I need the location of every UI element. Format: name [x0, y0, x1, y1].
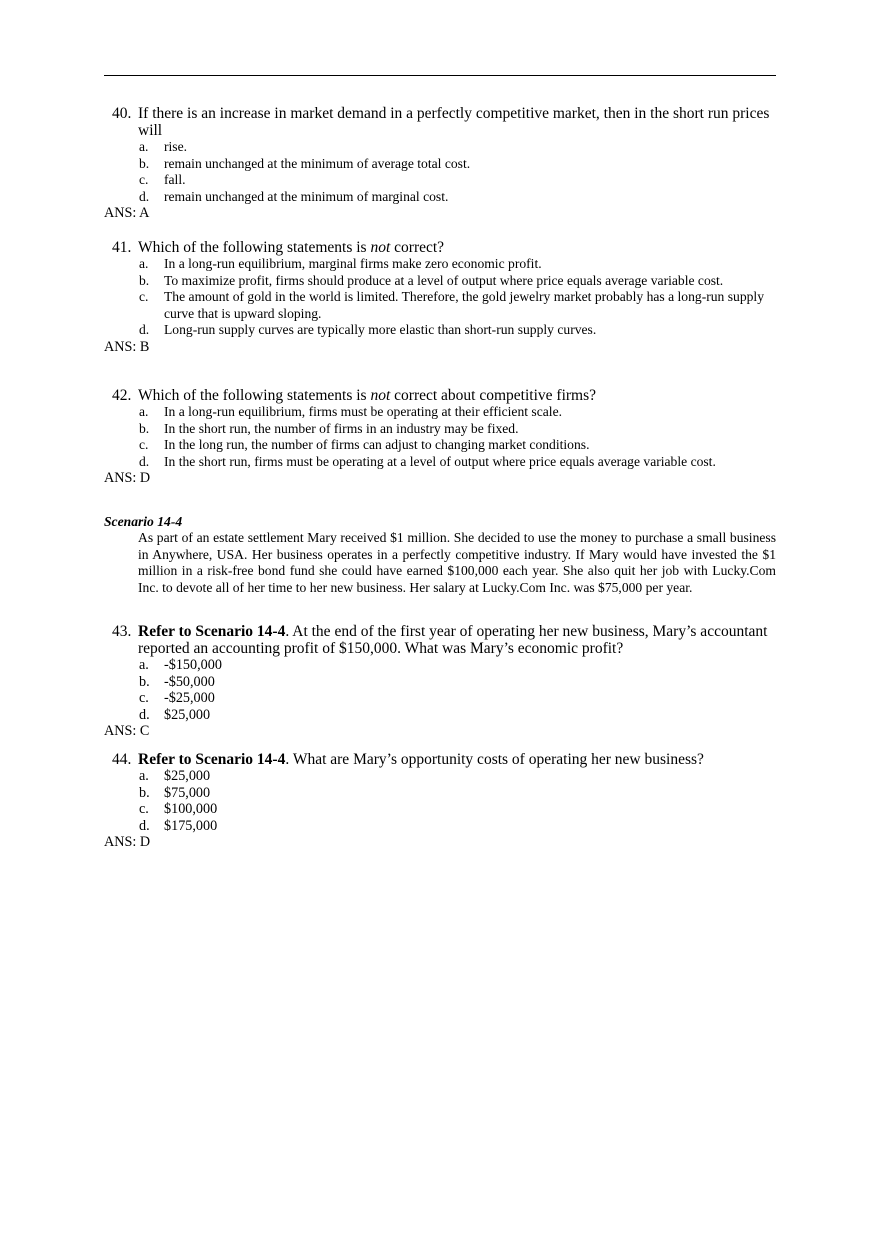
option-b — [104, 421, 776, 438]
option-letter: a. — [139, 657, 149, 673]
question-text-pre: Which of the following statements is — [138, 387, 371, 404]
question-44 — [104, 751, 776, 851]
question-text-bold: Refer to Scenario 14-4 — [138, 751, 286, 768]
option-letter: c. — [139, 437, 149, 453]
option-d — [104, 707, 776, 724]
option-c — [104, 289, 776, 322]
answer-key: ANS: D — [104, 470, 151, 487]
question-number: 40. — [112, 105, 132, 122]
header-rule — [104, 75, 776, 76]
question-text-emphasis: not — [370, 239, 391, 256]
question-stem — [104, 387, 776, 404]
options-list — [104, 657, 776, 723]
answer-key: ANS: C — [104, 723, 150, 740]
scenario-body: As part of an estate settlement Mary received $1 million. She decided to use the money to purchase a small business in Anywhere, USA. Her business operates in a perfectly competitive industry. If Mary would have invested the $1 million in a risk-free bond fund she could have earned $100,000 each year. She also quit her job with Lucky.Com Inc. to devote all of her time to her new business. Her salary at Lucky.Com Inc. was $75,000 per year. — [138, 530, 776, 595]
option-text: $25,000 — [164, 706, 211, 723]
question-text: If there is an increase in market demand in a perfectly competitive market, then in the short run prices will — [138, 105, 770, 139]
option-text: In the long run, the number of firms can adjust to changing market conditions. — [164, 437, 590, 453]
option-text: $25,000 — [164, 768, 211, 784]
option-a — [104, 404, 776, 421]
option-letter: b. — [139, 155, 150, 171]
question-number: 41. — [112, 239, 132, 256]
option-c — [104, 690, 776, 707]
question-41 — [104, 239, 776, 356]
option-letter: c. — [139, 172, 149, 188]
option-a — [104, 768, 776, 785]
option-text: -$150,000 — [164, 657, 222, 673]
options-list — [104, 404, 776, 470]
options-list — [104, 139, 776, 205]
question-number: 44. — [112, 751, 132, 768]
question-stem — [104, 623, 776, 657]
option-letter: b. — [139, 272, 150, 288]
question-43 — [104, 623, 776, 740]
option-text: rise. — [164, 139, 188, 154]
option-c — [104, 801, 776, 818]
option-letter: a. — [139, 404, 149, 419]
option-text: In the short run, firms must be operating at a level of output where price equals average variable cost. — [164, 453, 716, 469]
option-b — [104, 785, 776, 802]
question-42 — [104, 387, 776, 487]
option-text: fall. — [164, 172, 186, 188]
option-d — [104, 189, 776, 206]
option-letter: b. — [139, 420, 150, 436]
option-text: $100,000 — [164, 801, 218, 818]
option-letter: b. — [139, 784, 150, 801]
option-a — [104, 256, 776, 273]
question-text-post: correct? — [390, 239, 445, 256]
question-text-post: . What are Mary’s opportunity costs of operating her new business? — [285, 751, 704, 768]
scenario-title: Scenario 14-4 — [104, 514, 183, 529]
question-stem — [104, 105, 776, 139]
option-b — [104, 156, 776, 173]
option-letter: c. — [139, 690, 149, 707]
question-number: 42. — [112, 387, 132, 404]
scenario-14-4 — [104, 513, 776, 596]
option-text: Long-run supply curves are typically more elastic than short-run supply curves. — [164, 322, 597, 338]
option-d — [104, 818, 776, 835]
question-40 — [104, 105, 776, 222]
question-number: 43. — [112, 623, 132, 640]
option-a — [104, 657, 776, 674]
option-text: remain unchanged at the minimum of marginal cost. — [164, 188, 449, 204]
option-text: remain unchanged at the minimum of average total cost. — [164, 155, 471, 171]
answer-key: ANS: D — [104, 834, 151, 851]
option-a — [104, 139, 776, 156]
option-text: In the short run, the number of firms in an industry may be fixed. — [164, 420, 519, 436]
question-stem — [104, 751, 776, 768]
option-text: In a long-run equilibrium, marginal firms make zero economic profit. — [164, 256, 542, 271]
option-text: -$50,000 — [164, 673, 215, 690]
question-text-bold: Refer to Scenario 14-4 — [138, 623, 286, 640]
option-letter: a. — [139, 139, 149, 154]
option-text: -$25,000 — [164, 690, 215, 707]
option-d — [104, 322, 776, 339]
option-b — [104, 674, 776, 691]
option-letter: a. — [139, 256, 149, 271]
option-letter: c. — [139, 801, 149, 818]
answer-key: ANS: B — [104, 338, 150, 355]
option-c — [104, 437, 776, 454]
option-letter: a. — [139, 768, 149, 784]
option-c — [104, 172, 776, 189]
option-letter: d. — [139, 453, 150, 469]
question-text-post: . At the end of the first year of operating her new business, Mary’s accountant reported an accounting profit of $150,000. What was Mary’s economic profit? — [138, 623, 768, 657]
question-text-pre: Which of the following statements is — [138, 239, 371, 256]
option-b — [104, 273, 776, 290]
option-text: To maximize profit, firms should produce at a level of output where price equals average variable cost. — [164, 272, 724, 288]
option-letter: d. — [139, 817, 150, 834]
option-letter: d. — [139, 322, 150, 338]
option-letter: d. — [139, 706, 150, 723]
option-text: The amount of gold in the world is limited. Therefore, the gold jewelry market probably has a long-run supply curve that is upward sloping. — [164, 289, 764, 321]
answer-key: ANS: A — [104, 205, 150, 222]
option-letter: b. — [139, 673, 150, 690]
option-text: $75,000 — [164, 784, 211, 801]
question-text-post: correct about competitive firms? — [390, 387, 597, 404]
options-list — [104, 768, 776, 834]
question-stem — [104, 239, 776, 256]
option-text: In a long-run equilibrium, firms must be operating at their efficient scale. — [164, 404, 563, 419]
option-letter: d. — [139, 188, 150, 204]
option-d — [104, 454, 776, 471]
question-text-emphasis: not — [370, 387, 391, 404]
option-letter: c. — [139, 289, 149, 305]
option-text: $175,000 — [164, 817, 218, 834]
options-list — [104, 256, 776, 339]
